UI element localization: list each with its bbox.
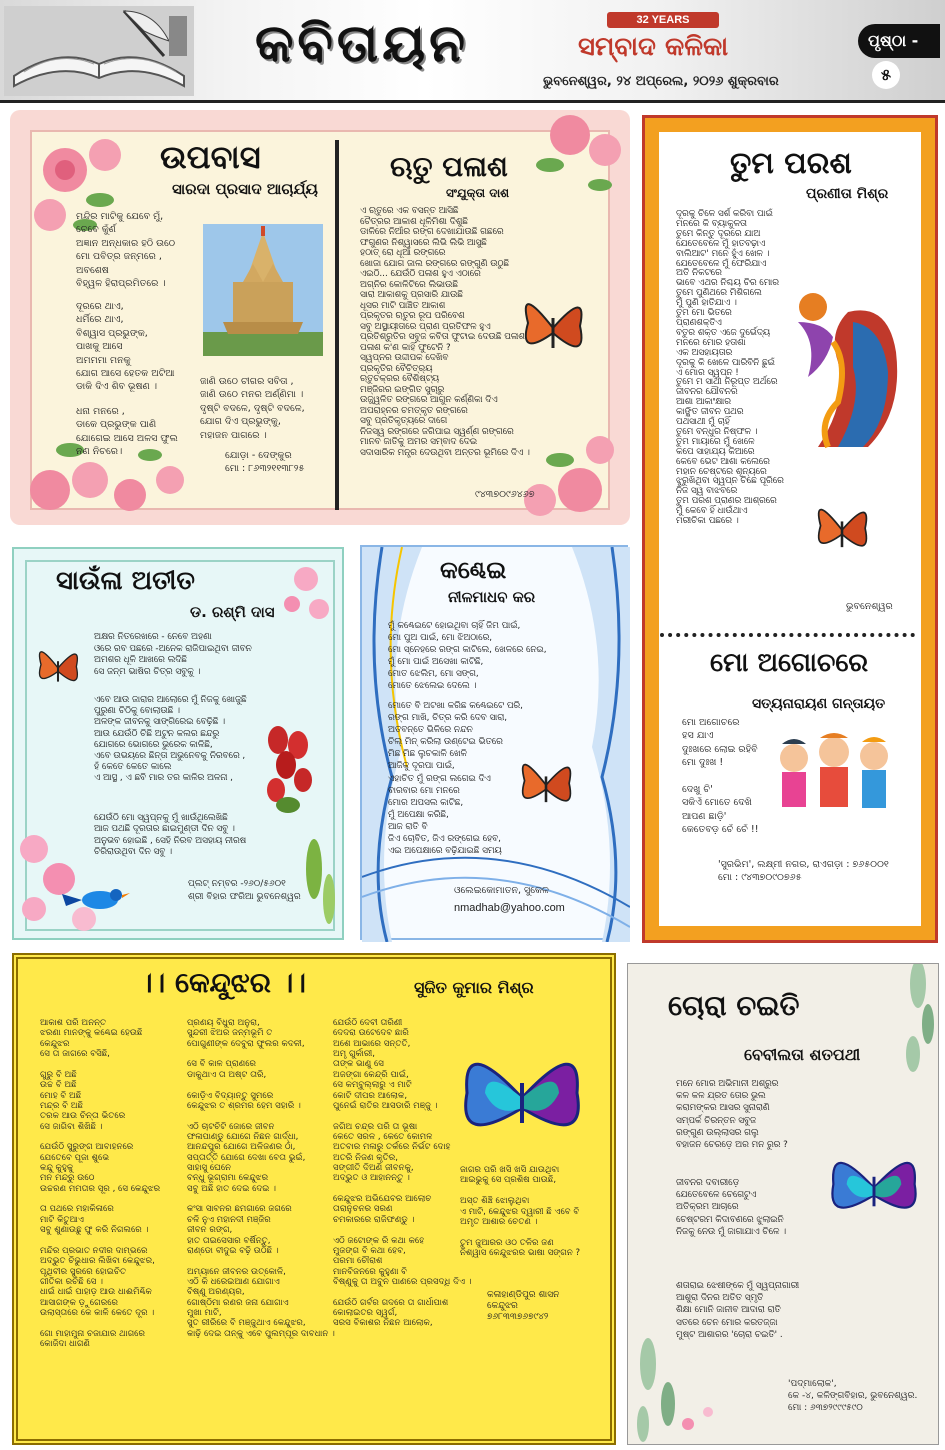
poem-author-kendujhar: ସୁଜିତ କୁମାର ମିଶ୍ର bbox=[414, 978, 534, 997]
poem-column: ପ୍ରଣୟ ବିଧୁରା ଅନୁରା, ସୁନ୍ଦରୀ ଝିଅର ଜନ୍ମଭୂମି ତ ପୋଗୁଣୀଙ୍କ ଦେବୁରା ଫୁଲର କଦଳୀ, ସେ ବି କାଳ ପ୍ରାଣରେ ଡାକୁଥାଏ ତା ଅଷ୍ଟ ତାରି, କୋଡ଼ିଏ ବିଦ୍ୟାନ୍ତୁ ସୁମରେ କେନ୍ଦୁଝର ତ ଶ୍ରମର ହେମ ସହାରି । ଏଠି ଚାଟଚିଟି ଜୋରେ ଜୀବନ ଫଳାପାଣ୍ଡୁ ଯୋଗେ ନିଛନ ଗାର୍ଦ୍ଧା, ଆନନ୍ଦପୁର ଯୋଗେ ଅଳିଜଣର ଠାଁ, ସପ୍ତାର୍ତ୍ତି ଯୋଗେ ଦେଖା ବେତା ଭୁଇଁ, ସାହାସୁ ଘେନେ ବନ୍ଧୁ ଭୂଗ୍ରାମା କେନ୍ଦୁଝର ସବୁ ଅଛି ହାତ ଦେଇ ଦେଇ । କଂସା ସାବନର ଛମଗାରେ ଜଗରେ ଚଳି ନୁଏ ମହାନଦୀ ମଞ୍ଜିର ଜୀବନ ରଙ୍ଗ, ହାତ ତାଇସେସାର ବର୍ଷିନ୍ତୁ, ରାଣ୍ଡୋ ବୀଦୁଇ ବଢ଼ି ଉଠିଛି । ଅମ୍ୟାନେ ଜୀବନର ଉତ୍କୋଳି, ଏଠି କି ଧରେଇଆଣ ଯୋଗାଏ ବିଷ୍ଣୁ ଅରଣ୍ୟର, ଗୋଷ୍ଠିମା ରଣର ଜନା ଯୋଗାଏ ମୁଖା ମାଟି, ସୁତ ରୀରିରେ ବି ମଞ୍ଜୁଥାଏ କେନ୍ଦୁଝର, କାଢ଼ି ଦେଇ ତାନ୍କୁ ଏବେ ପୁଲମ୍ପୂର ଦାବଧାନ । bbox=[187, 1018, 335, 1339]
poem-body: ଦୂରକୁ ଚିଳେ ସର୍ଶ କରିବା ପାଇଁ ମନରେ କି ବ୍ୟାକୁଳତା ତୁମେ କିନ୍ତୁ ଦୂରରେ ଯାଅ ଯେତେବେଳେ ମୁଁ ହାତବଢ଼ାଏ ବାଲିଆଟ' ମନେ ହୁଁଏ ଖେଳ । ଯେତେବେଳେ ମୁଁ ଫେରିଯାଏ ଅତି ନିକଟରେ ଭାବେ ଏଥର ନିଶ୍ଚୟ ଚିର ମୋର ତୁମେ ପୁଣିଥରେ ମିଶିଗଲେ ମୁଁ ପୁଣି ହାତିଯାଏ । ତୁମ ମୋ ଭିତରେ ପ୍ରାଣଶକ୍ତିଏ ବତୁର ଶକ୍ତ ଏଜେ ଦୁର୍ଭେଦ୍ୟ ମନରେ ମୋର ହତାଶା ଏକ ଅସହାୟତାର ଦୂରକୁ କି ଖେଳେ ପାରିବିନି ଛୁଇଁ ଏ ମୋର ସ୍ୱପ୍ନ ! ତୁମେ ମ ସାଥୀ ନିରୂପ୍ତ ଅର୍ଥରେ ଜୀବନର ଯୌବନର ଆଶା ଆକାଂକ୍ଷାର କାଙ୍କ୍ଷିତ ଜୀବନ ପଥର ପଥସାଥୀ ମୁଁ ଚାହିଁ ତୁମେ ବନ୍ଧୁର ନିଷ୍ଫଳ । ତୁମ ମାୟାରେ ମୁଁ ଖେଳେ କପେ ସାହାଯ୍ୟ କିଆରେ କେବେ ଭେଟ ଆଶା କଲେରେ ମହାନ ଚେଷ୍ଟରେ ଶୂନ୍ୟରେ ଝୁରୁଖିଥିବା ସ୍ୱପ୍ନ ଚିଛେ ପୂରିରେ ନିଜ ସ୍ୱ ବାଝବରେ ତୁମ ପରଶ ପ୍ରାଣର ଆଶ୍ରରେ ମୁଁ କେବେ ହିଁ ଧାଉଁଥାଏ ମରୀଚିକା ପଛରେ । bbox=[676, 209, 784, 527]
poem-signature: 'ସୁରଭିମ', ଲକ୍ଷ୍ମୀ ନଗର, ରାଏଗଡ଼ା : ୭୬୫୦୦୧ ମୋ : ୯୪୩୭୦୯୦୭୬୫ bbox=[718, 859, 889, 883]
poem-stanza: ଜାଣି ଉଠେ ଚୀଗର ସବିତା , ଜାଣି ଉଠେ ମନର ଅର୍ଣ୍ଣିମା । ଦୃଷ୍ଟି ବଦଳେ, ଦୃଷ୍ଟି ବଦଳେ, ଯୋଗ ଦିଏ ପ୍ରଭୁଙ୍କୁ, ମହାଜନ ପାଗରେ । bbox=[200, 376, 305, 441]
poem-stanza: ମନ୍ଦିର ମାଟିକୁ ଯେବେ ମୁଁ, ଚେବେ କୁଁର୍ଣ ଅଜ୍ଞାନ ଅନ୍ଧକାର ହଠି ଉଠେ ମୋ ପବିତ୍ର ଜନ୍ମରେ , ଅବଶେଷ ବିହ୍ୱଳ ହିରାପ୍ରମିତରେ । bbox=[76, 211, 176, 290]
tulip-bouquet-icon bbox=[258, 720, 318, 820]
poem-stanza: ଏବେ ଆଉ ଜାରାର ଆଲୋରେ ମୁଁ ନିଜକୁ ଖୋଜୁଛି ପୁରୁଣା ଚିଠିକୁ ବୋଲାଉଛି । ଅଳଙ୍କ ଜୀବନକୁ ସାଙ୍ଗିରେଇ ବେଢ଼ିଛି । ଆଉ ଯେଉଁଠି ଚିଛି ଅଟୁନ କଲର ଛନ୍ଦରୁ ଯୋଗରେ ଭୋଗରେ ଭୁରେକ କାଳିଛି, ଏବେ ଉଭୟରେ ଛିନ୍ତା ଅଭୁନେବକୁ ନିରବରେ , ହଁ କେତେ କେତେ କାଲେ ଏ ଆସ୍ଥ , ଏ ଛବି ମାର ତର କାଳିର ଅଳନା , bbox=[94, 695, 247, 784]
poem-body: ଏ ଋତୁରେ ଏକ ବସନ୍ତ ଆସିଛି ଚୈତ୍ରର ଆକାଶ ଧୂଳିମିଶା ଦିଶୁଛି ଡାଳିରେ ନିଆଁର ରଙ୍ଗ ଦେଖାଯାଉଛି ଗଛରେ ଫଗୁଣର ନିଶ୍ୱାସରେ ଲିଭି ଲିଭି ଆସୁଛି ହଠାତ୍ ରୋ ଧୂଆଁ ରଙ୍ଗରେ ଖୋଜା ଯୋଗ ଜାଲ ରଙ୍ଗରେ ରଙ୍ଗୁଣି ଉଠୁଛି ଏଇଠି... ଯେଉଁଠି ପଳାଶ ହୁଏ ଏଠାରେ ଅଗ୍ନିର କୋଳିଟିରେ ଲିଭାଉଛି ସାରା ଆକାଶକୁ ପ୍ରସାରି ଯାଉଛି ଧୂସର ମାଟି ପାଞ୍ଚିତ ଆକାଶ ପ୍ରକୃତର ଋତୁର ରୂପ ପରିବେଶ ସବୁ ଅସ୍ଥାୟୀତାରେ ପ୍ରାଣ ପ୍ରତିଫଳ ହୁଏ ପ୍ରତିଶ୍ରୁତିର ସବୁଜ କବିତା ଫୁଟାଇ ଦେଉଛି ପଳାଶ ପଳାଶ କ'ଣ କାହିଁ ଫୁଟେନି ? ସ୍ୱପ୍ନର ଉଦ୍ଦୀପକ ଦେଖିବ ପ୍ରକୃତିର ବୈଚିତ୍ର୍ୟ ଋତୁଚକ୍ରର ବୈଶିଷ୍ଟ୍ୟ ମଞ୍ଜିରର ଇଙ୍ଗିତ ସୁଚାରୁ ଉଜ୍ଜ୍ୱଳିତ ରଙ୍ଗରେ ଆଗୁନ କର୍ଣ୍ଣିକା ଦିଏ ଅପରାହ୍ନର ଚମତ୍କୃତ ରଙ୍ଗରେ ସବୁ ପ୍ରତିକୃତ୍ୟରେ ଦାଗେ ନିଜସ୍ୱ ରଙ୍ଗରେ ଜଗିପାଇ ସ୍ୱର୍ଣ୍ଣ ରଙ୍ଗରେ ମାନବ ଜାତିକୁ ଅମର ସମ୍ବାଦ ଦେଇ ସଦାସାରିକ ମନ୍ତ୍ର ଦେଉଥିବା ଅନ୍ତର ଭୂମିରେ ଦିଏ । bbox=[360, 206, 530, 458]
butterfly-icon bbox=[826, 1142, 922, 1230]
poem-phone: ୯୪୩୭୦୯୬୪୬୭ bbox=[475, 489, 535, 500]
date-line: ଭୁବନେଶ୍ୱର, ୨୪ ଅପ୍ରେଲ, ୨୦୨୬ ଶୁକ୍ରବାର bbox=[543, 74, 779, 89]
poem-stanza: ମୁଁ କଣ୍ଢେଇଟେ ହୋଇଥିବା ଚାହିଁ ଜିମ ପାଇଁ, ମୋ ପୁଅ ପାଇଁ, ମୋ ଝିଅଠାରେ, ମୋ ସ୍ନେହରେ ରଙ୍ଗ କାଟିଲେ, ଖେଳରେ ନେଇ, ମୁଁ ମୋ ପାଇଁ ଅସେଖା କାଟିଛି, ମୋତ ଝେଲିମ, ମୋ ସଙ୍ଗ, ମୋତେ ଝେଲେଇ ଦେଲେ । bbox=[388, 621, 547, 692]
poem-author-upabasa: ସାରଦା ପ୍ରସାଦ ଆଚାର୍ଯ୍ୟ bbox=[172, 180, 318, 198]
poem-signature: ଭୁବନେଶ୍ୱର bbox=[846, 601, 893, 612]
butterfly-icon bbox=[812, 485, 872, 575]
poem-author-mo-agochare: ସତ୍ୟନାରାୟଣ ଗନ୍ତାୟତ bbox=[752, 696, 886, 712]
poem-stanza: ଯେଉଁଠି ମୋ ସ୍ୱପ୍ନକୁ ମୁଁ ଖାଉଁଥିଲେଖିଛି ଆଜ ପଥଛି ଦୂରତାର ଛାଇମୁଣ୍ଡୀ ଦିନ ସବୁ । ଅନୁଭବ ହୋଇଛି , ସେହି ନିରବ ଅସହାୟ ନୀରଷ ଚିରିରାଉଥିବା ଦିନ ସବୁ । bbox=[94, 813, 247, 858]
author-email: nmadhab@yahoo.com bbox=[454, 902, 565, 914]
poem-title-tuma-parasha: ତୁମ ପରଶ bbox=[730, 146, 852, 181]
poem-stanza: ଜୀବନର ଦବାରୀଡ଼େ ଯେତେବେଳେ ଚେଗେଟୁଏ ଅତିକ୍ରମ ଆଚାରେ ଚେଷ୍ଟରମ କିଦାବଣରେ ଝୁଲାଇନି ନିଜକୁ ନେଉ ମୁଁ ଜାଗାଯାଏ ଚିଳେ । bbox=[676, 1178, 787, 1237]
poem-signature: ଓଲେଇକୋମାତନ, ସୁକେଳ bbox=[454, 885, 549, 896]
butterfly-icon bbox=[518, 278, 588, 378]
poem-author-sanjhala: ଡ. ରଶ୍ମି ଦାସ bbox=[190, 603, 275, 621]
page-badge bbox=[858, 24, 940, 84]
dotted-separator bbox=[660, 633, 915, 637]
bird-icon bbox=[60, 880, 140, 920]
column-divider bbox=[335, 140, 339, 510]
section-title: କବିତାୟନ bbox=[255, 14, 469, 74]
poem-column: ଜାଗର ପରି ଖସି ଖସି ଯାଉଥିବା ଆଇଭୁକୁ ସେ ପ୍ରଶିଷ ପାଉଛି, ଅସ୍ତ ଶିଞ୍ଚି ଝୋଲୁଥିବା ଏ ମାଟି, କେନ୍ଦୁଝର ଦ୍ୱାରୀ ଛି ଏବେ ବି ଅମୃତ ଆଶାର ଚେତଣ । ତୁମ ଜୁଆରର ଓଠ ତଳିର ଜଣ ନିଶ୍ୱାସ କେନ୍ଦୁଝରର ଭାଷା ସଙ୍ଗନ ? bbox=[460, 1165, 581, 1259]
poem-title-kandhei: କଣ୍ଢେଇ bbox=[440, 556, 507, 584]
rose-flowers-icon bbox=[510, 110, 630, 220]
temple-image bbox=[203, 224, 323, 356]
mother-child-illustration bbox=[778, 282, 908, 452]
poem-signature: ଯୋଡ଼ା - ଦେଙ୍କୁର ମୋ : ୮୬୩୨୧୧୩୮୨୫ bbox=[225, 450, 305, 474]
poem-author-rutu-palasha: ସଂଯୁକ୍ତା ଦାଶ bbox=[446, 186, 510, 200]
poem-title-mo-agochare: ମୋ ଅଗୋଚରେ bbox=[710, 648, 869, 678]
poem-author-chora-chaiti: ବେବୀଲତା ଶତପଥୀ bbox=[744, 1045, 861, 1064]
years-badge: 32 YEARS bbox=[607, 12, 719, 28]
masthead bbox=[0, 0, 945, 103]
poem-author-tuma-parasha: ପ୍ରଣୀତା ମିଶ୍ର bbox=[806, 186, 889, 202]
poem-body: ମୋ ଅଗୋଚରେ ହସ ଯାଏ ଦୁଃଖରେ ଲୋଇ ରହିବି ମୋ ଦୁଃଖ ! ଦେଖୁ ଚି' ସକିଏଁ ମୋତେ ଦେଖି ଆପଣ ଛାଡ଼ି' କେତେବଡ଼ ଚେଁ ଚେଁ !! bbox=[682, 717, 759, 836]
poem-signature: କଳାହାଣ୍ଡିପୁର ଶାସନ କେନ୍ଦୁଝର ୭୬୮୩୩୭୬୭୯୪୨ bbox=[487, 1290, 560, 1322]
poem-stanza: ଦୂରରେ ଥାଏ, ଧର୍ମିରେ ଥାଏ, ବିଶ୍ୱାସ ପ୍ରଭୁଙ୍କ, ପାଖକୁ ଆସେ ଅମମମା ମନକୁ ଯୋଗ ଆସେ ହେତକ ଅଟିଆ ଡାକି ଦିଏ ଶିବ ଭୂଷଣ । bbox=[76, 301, 175, 393]
butterfly-icon bbox=[34, 634, 82, 702]
poem-signature: 'ପଦ୍ମାଲୋକ', କେ -୪, କଳିଙ୍ଗବିହାର, ଭୁବନେଶ୍ୱର. ମୋ : ୬୩୭୨୯୯୯୫୯୦ bbox=[788, 1379, 918, 1413]
poem-title-kendujhar: ।। କେନ୍ଦୁଝର ।। bbox=[140, 966, 306, 999]
poem-title-sanjhala: ସାଉଁଳା ଅତୀତ bbox=[56, 566, 195, 596]
poem-author-kandhei: ନୀଳମାଧବ କର bbox=[448, 588, 536, 606]
butterfly-icon bbox=[457, 1038, 587, 1153]
poem-title-rutu-palasha: ଋତୁ ପଳାଶ bbox=[390, 150, 508, 183]
butterfly-icon bbox=[516, 740, 576, 830]
poem-stanza: ଶତାରାଇ ଝେଷୀଙ୍କେ ମୁଁ ସ୍ୱପ୍ନାଗାରୀ ଆଶୁରା ଦିନର ଅତିତ ସ୍ମୃତି ଶିକ୍ଷା ମୋନି ଜାନୀବ ଆଦାରା ରାତି ସତରେ ଚେନ ମୋର କରତଜ୍ଜା ମୁଷ୍ଟ ଆଶାରର 'ଚୋରା ଚଇତି' . bbox=[676, 1281, 800, 1340]
newspaper-logo: ସମ୍ବାଦ କଳିକା bbox=[578, 32, 729, 62]
poem-stanza: ଧନା ମନରେ , ଡାକେ ପ୍ରଭୁଙ୍କ ପାଣି ଯୋଗେଇ ଆସେ ଅଳସ ଫୁଲ ନଣ ନିଚରେ। bbox=[76, 406, 178, 458]
poem-title-upabasa: ଉପବାସ bbox=[160, 138, 261, 176]
book-quill-icon bbox=[4, 6, 194, 96]
poem-stanza: ମୋତେ ବି ଅଟଖା କରିଛ କଣ୍ଢେଇଟେ ପରି, ରଙ୍ଗ ମାଖି, ଚିତ୍ର କରି ଦେବ ସାରା, ଅତବନ୍ତେ ଭିଳିରେ ନନ୍ଦନ ଚିଲ୍ ମିନ୍ କରିଲା ଉଣ୍ଟେଇ ଭିତରେ ମିଛ ମିଛ ଲୁଚକାଳି ଖେଳି ଆଜିକୁ ଦୂରପା ପାଇଁ, ଏହାଚିତ ମୁଁ ରଙ୍ଗ ଲଗେଇ ଦିଏ ବାରବାର ମୋ ମନରେ ମୋର ଅପସଲ କାଟିଛ, ମୁଁ ଅପେକ୍ଷା କରିଛି, ଆଜ ରାତି ବି ଜିଏ ଚୋବିତ, ଜିଏ ରଙ୍ଗେଇ ହେବ, ଏଇ ଅପେକ୍ଷାରେ ବଢ଼ିଯାଇଛି ସମୟ bbox=[388, 701, 523, 857]
poem-stanza: ଅକ୍ଷର ନିତରେଖରେ - ନେବେ ଅହଣା ଓରେ ରବ ପଛରେ -ଅନେକ ରାଜିପାଇଥିବା ଜୀବନ ଅମଶର ଧୂଳି ଆଖରେ ଲଦିଛି ସେ ଜନ୍ମ ଭାଷିର ଚିତ୍ର ସବୁକୁ । bbox=[94, 632, 252, 677]
poem-title-chora-chaiti: ଚୋରା ଚଇତି bbox=[668, 989, 800, 1022]
poem-column: ଆକାଶ ପରି ଅନନ୍ତ ଝରଣା ମାନଙ୍କୁ କଣ୍ଢେଇ ହେଉଛି କେନ୍ଦୁଝର ସେ ତା ଜାଗରେ ବସିଛି, ଗୁରୁ ବି ଅଛି ଉଚ୍ଚ ବି ଅଛି ମୋହ ବି ଅଛି ମନ୍ଦ୍ର ବି ଅଛି ତରକ ଆଉ ଚିନ୍ତା ଭିତରେ ସେ ଜାଗିବା ଶିଖିଛି । ଯେଉଁଠି ସୁରୁଙ୍ଗ ଆବାହନରେ ଯେତେବେ ପୂଜା ଶୁଭେ କନ୍ଦୁ କୁହୁକୁ ମନ ମନ୍ଦ୍ରୁ ଉଠେ ଉଚ୍ଚରଣ ମମତାର ସୂର , ସେ କେନ୍ଦୁଝର ତା ପଥରେ ମହାକିଳାରେ ମାଟି କିତୁଆଏ ସବୁ ଶୁଣାଉଛୁ ଫୁ କରି ନିଗଲରେ । ମନ୍ଦିର ପ୍ରଭାତ ନଦୀର ଦାମ୍ଭରେ ଅଦ୍ଭୁତ ଚିଭୁଧାର ଲିଖିବା କେନ୍ଦୁଝର, ପୃଥିବୀର ସୁରରେ ହୋଇଚିତ ଗୀତିକା ରଚିଛି ସେ । ଧାଇଁ ଧାଇଁ ପାହାଡ଼ ଆଉ ଧାଈମିଣ୍ଢିକ ଆସାଗଙ୍କ ଡ଼ୁଗେରରେ ଉଲାସ୍ତାରେ କେ କାଳି କେତେ ଦୂର । ଗୋ ମାହାମୁନା ଚଜାଯାର ଥାଗରେ କୋଜିଦା ଧାଗଣି bbox=[40, 1018, 161, 1350]
page-label: ପୃଷ୍ଠା - bbox=[868, 31, 919, 50]
poem-column: ଯେଉଁଠି ଦେବୀ ତାରିଣୀ ଦେଦରା ଉଟେଦେବ ଛାରି ଅଶେ ଆଭାରେ ସନ୍ତତି, ଅମୃ ଗୁର୍କାରୀ, ତାଙ୍କ ଭାଣୁ ସେ ଅଜଙ୍ଗା କେନ୍ଦ୍ରି ପାଇଁ, ସେ କମ୍ବୁଲ୍ଲାରୁ ଏ ମାଟି କୋଟି ଦୀପର ଆଲୋକ, ପୁନେଇଁ ରାତିର ଆସଡାରି ମଞ୍ଜୁ । ଜଗିଅ ଚନ୍ଦ୍ର ପରି ତା ଭୂଷା କେତେ ସରଳ , କେତେ କୋମଳ ଅତବାର ମଳାରୁ ତର୍କରେ ନିର୍ଭଟ ଦୋହ ଅତରି ନିଜଣ କୃତିର, ସଙ୍ଗୀତି ଦିଅଣି ଜୀବନକୁ, ଅଦ୍ଭୁତ ଓ ଆହାନନ୍ତୁ । କେନ୍ଦୁଝର ଅଭିଯେବର ଆଲୋଚ ତାରାନୁଚନର ସରଣ ଚମକାରରେ ରାଜିଫଣ୍ଡୁ । ଏଠି ଜଟୋଙ୍କ ରି କଥା କହେ ମୁଜଙ୍ଗ ବି କଥା ହେବ, ପରମା ଚୌରାଶ ମାନବିଜନରେ କୁହୁଣା ବି ବିଷ୍ଣୁକୁ ତା ଅବୁନ ପାଣରେ ପ୍ରସଦ୍ଧି ଦିଏ । ଯେଉଁଠି ଗର୍ବର ଗଦରେ ତା ଗାର୍ଧାପାଶ କୋଲାଇତର ସ୍ୱର୍ଗ, ସରସ ବିକାଶର ନିଛନ ଆଲୋକ, bbox=[333, 1018, 472, 1329]
poem-stanza: ମନେ ମୋର ଅଭିମାନୀ ଅଶ୍ରୁର କଳ କଳ ଯ୍ରତ ତୋର ଭୁଲ କରାମଙ୍କର ଆସର ସୁନାରାଣି ସମ୍ପର୍କ ଚିରନ୍ତନ ସବୁଜ ରଙ୍ଗୁଣ ଉଲ୍ଲାସର ଗଲୁ ବହାଜନ ଚେରଡ଼େ ଅର ମନ ରୁର ? bbox=[676, 1079, 788, 1151]
poem-signature: ପ୍ଲଟ୍ ନମ୍ବର -୨୬୦/୫୬୦୧ ଶ୍ରୀ ବିହାର ଫରିଆ ଭୁବନେଶ୍ୱର bbox=[188, 879, 301, 902]
page-number: ୫ bbox=[872, 61, 900, 89]
laughing-kids-illustration bbox=[772, 730, 902, 822]
